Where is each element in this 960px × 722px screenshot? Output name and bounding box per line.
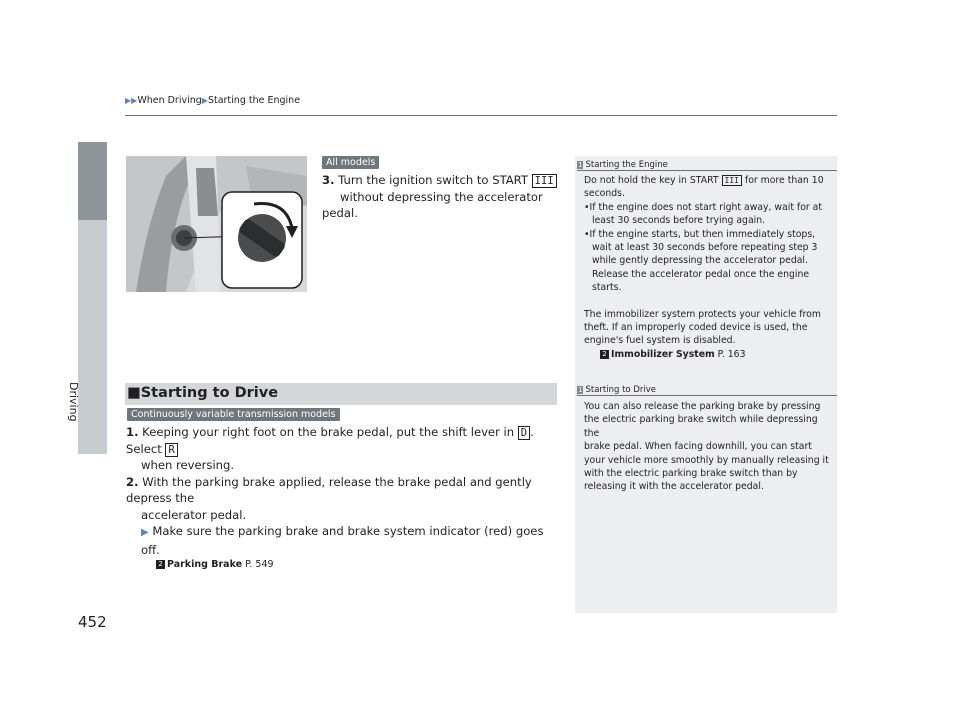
note-body xyxy=(584,400,834,494)
page-number: 452 xyxy=(78,613,107,631)
ignition-illustration xyxy=(126,156,307,292)
gear-r-symbol: R xyxy=(165,443,177,457)
breadcrumb-arrow-icon: ▶ xyxy=(201,96,208,105)
reference-page[interactable]: P. 163 xyxy=(717,348,746,360)
gear-d-symbol: D xyxy=(518,426,530,440)
note-text: engine's fuel system is disabled. xyxy=(584,335,736,347)
step-text: With the parking brake applied, release the brake pedal and gently depress the xyxy=(126,474,532,505)
step-3 xyxy=(322,172,562,222)
cross-reference[interactable] xyxy=(126,558,561,572)
note-heading xyxy=(577,385,656,395)
step-number: 2. xyxy=(126,474,139,489)
note-number: 1 xyxy=(578,386,583,394)
note-text: If the engine starts, but then immediately stops, xyxy=(589,228,816,240)
note-text: seconds. xyxy=(584,188,625,200)
note-text: starts. xyxy=(592,282,622,294)
ignition-position-symbol: III xyxy=(532,174,557,188)
reference-arrow-icon: 2 xyxy=(600,350,609,359)
sub-arrow-icon: ▶ xyxy=(141,527,149,538)
note-rule xyxy=(577,170,837,171)
note-text: with the electric parking brake switch than by xyxy=(584,468,798,480)
step-number: 3. xyxy=(322,173,335,187)
note-text: brake pedal. When facing downhill, you can start xyxy=(584,441,812,453)
section-square-icon: ■ xyxy=(127,385,141,401)
breadcrumb-item[interactable]: When Driving xyxy=(137,95,202,106)
step-number: 1. xyxy=(126,425,139,439)
note-text: while gently depressing the accelerator pedal. xyxy=(592,255,808,267)
note-heading xyxy=(577,160,668,170)
note-text: You can also release the parking brake by pressing xyxy=(584,401,821,412)
step-text: Keeping your right foot on the brake pedal, put the shift lever in xyxy=(142,425,518,439)
note-number: 1 xyxy=(578,161,583,169)
step-text: Turn the ignition switch to START xyxy=(338,173,532,187)
cross-reference[interactable] xyxy=(584,348,834,361)
reference-label[interactable]: Immobilizer System xyxy=(611,348,715,360)
note-text: least 30 seconds before trying again. xyxy=(592,215,766,227)
section-steps xyxy=(126,424,561,572)
note-text: for more than 10 xyxy=(741,175,824,186)
section-heading xyxy=(127,385,278,401)
note-body xyxy=(584,174,834,361)
note-text: If the engine does not start right away, wait for at xyxy=(589,201,823,213)
note-text: theft. If an improperly coded device is used, the xyxy=(584,322,808,334)
step-text: accelerator pedal. xyxy=(141,507,247,522)
reference-arrow-icon: 2 xyxy=(156,560,165,569)
step-text: when reversing. xyxy=(141,458,235,472)
model-tag: Continuously variable transmission models xyxy=(127,408,340,421)
note-text: releasing it with the accelerator pedal. xyxy=(584,481,764,493)
step-text: . Select xyxy=(126,425,534,456)
ignition-position-symbol: III xyxy=(722,175,742,186)
note-title: Starting to Drive xyxy=(585,385,656,395)
step-subtext: Make sure the parking brake and brake system indicator (red) goes off. xyxy=(141,524,544,557)
step-text: without depressing the accelerator pedal. xyxy=(322,189,543,220)
chapter-tab-marker xyxy=(78,142,107,220)
reference-label[interactable]: Parking Brake xyxy=(167,559,243,570)
note-text: The immobilizer system protects your vehicle from xyxy=(584,308,821,320)
note-title: Starting the Engine xyxy=(585,160,668,170)
breadcrumb xyxy=(125,95,300,106)
note-text: Release the accelerator pedal once the engine xyxy=(592,268,810,280)
note-rule xyxy=(577,395,837,396)
bullet-icon: • xyxy=(584,228,590,240)
chapter-tab-label: Driving xyxy=(67,382,80,422)
note-text: your vehicle more smoothly by manually releasing it xyxy=(584,454,829,466)
breadcrumb-item[interactable]: Starting the Engine xyxy=(207,95,301,106)
model-tag: All models xyxy=(322,156,379,169)
bullet-icon: • xyxy=(584,201,590,213)
section-title: Starting to Drive xyxy=(140,385,279,401)
note-text: Do not hold the key in START xyxy=(584,175,722,186)
note-text: the electric parking brake switch while depressing the xyxy=(584,414,818,439)
breadcrumb-arrow-icon: ▶▶ xyxy=(125,96,138,105)
note-text: wait at least 30 seconds before repeating step 3 xyxy=(592,242,818,254)
reference-page[interactable]: P. 549 xyxy=(245,559,274,570)
header-rule xyxy=(125,115,837,116)
